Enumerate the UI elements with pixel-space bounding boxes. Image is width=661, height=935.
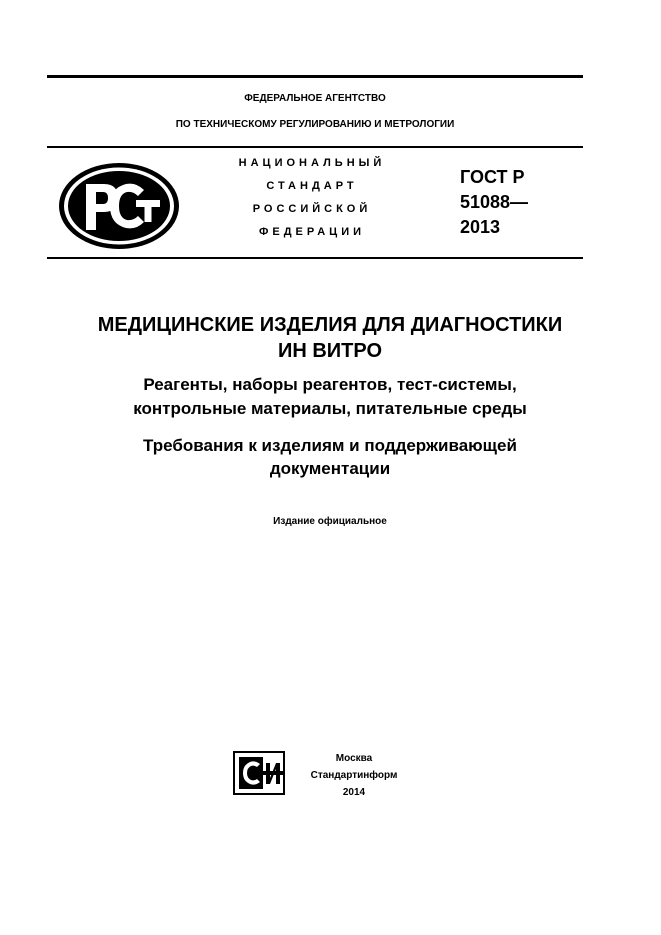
main-title-line-2: ИН ВИТРО — [277, 340, 383, 362]
bottom-rule — [47, 257, 583, 259]
main-title-line-1: МЕДИЦИНСКИЕ ИЗДЕЛИЯ ДЛЯ ДИАГНОСТИКИ — [97, 314, 563, 336]
national-line-4: ФЕДЕРАЦИИ — [258, 226, 366, 238]
gost-designation-line-2: 51088— — [460, 192, 529, 212]
national-line-1: НАЦИОНАЛЬНЫЙ — [238, 157, 386, 169]
agency-line-1: ФЕДЕРАЛЬНОЕ АГЕНТСТВО — [244, 93, 386, 104]
publisher-city: Москва — [335, 753, 373, 764]
subtitle-line-2: контрольные материалы, питательные среды — [133, 399, 527, 418]
national-line-2: СТАНДАРТ — [266, 180, 358, 192]
top-rule — [47, 75, 583, 78]
middle-rule — [47, 146, 583, 148]
standartinform-logo-icon — [233, 751, 285, 795]
requirements-line-1: Требования к изделиям и поддерживающей — [143, 436, 517, 455]
gost-designation-line-3: 2013 — [460, 217, 501, 237]
gost-designation-line-1: ГОСТ Р — [460, 167, 525, 187]
publisher-name: Стандартинформ — [310, 770, 398, 781]
subtitle-line-1: Реагенты, наборы реагентов, тест-системы, — [143, 375, 517, 394]
edition-label: Издание официальное — [273, 516, 387, 527]
requirements-line-2: документации — [269, 459, 391, 478]
rst-certification-logo-icon — [56, 160, 182, 252]
national-line-3: РОССИЙСКОЙ — [252, 203, 372, 215]
publisher-year: 2014 — [342, 787, 366, 798]
agency-line-2: ПО ТЕХНИЧЕСКОМУ РЕГУЛИРОВАНИЮ И МЕТРОЛОГИИ — [175, 119, 455, 130]
